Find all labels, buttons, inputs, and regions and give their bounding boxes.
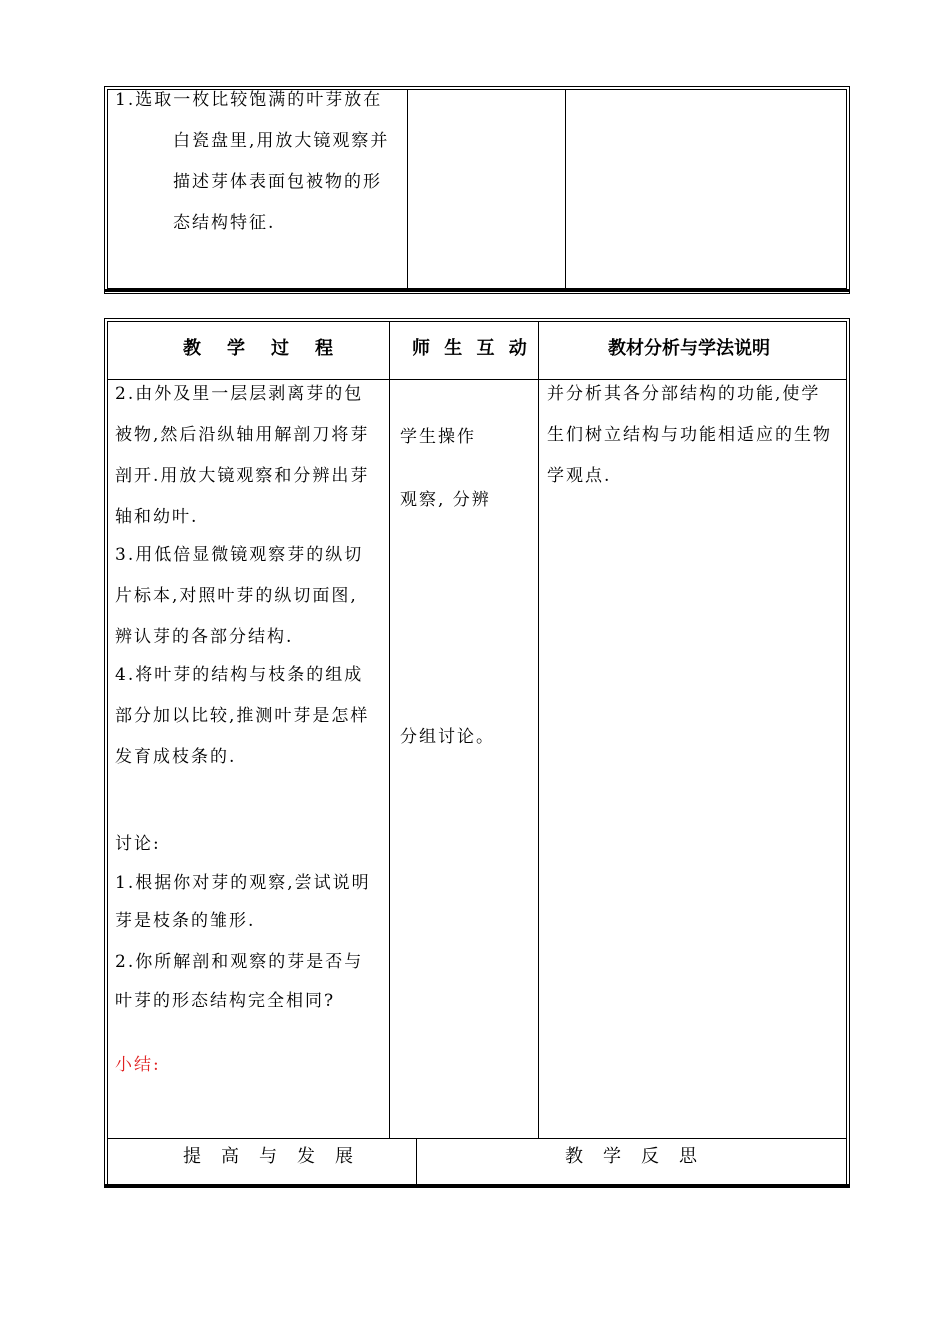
process-line: 2.由外及里一层层剥离芽的包: [115, 384, 364, 404]
main-col-divider-1: [389, 321, 390, 1139]
process-line: 3.用低倍显微镜观察芽的纵切: [115, 545, 364, 565]
summary-label: 小结:: [115, 1055, 161, 1075]
main-col-divider-2: [538, 321, 539, 1139]
interaction-line: 分组讨论。: [400, 727, 495, 747]
footer-reflection: 教 学 反 思: [565, 1146, 698, 1167]
process-line: 叶芽的形态结构完全相同?: [115, 991, 336, 1011]
process-line: 发育成枝条的.: [115, 747, 237, 767]
top-table-bottom-thick: [104, 289, 850, 292]
top-col-divider-2: [565, 89, 566, 289]
process-line: 片标本,对照叶芽的纵切面图,: [115, 586, 358, 606]
process-line: 4.将叶芽的结构与枝条的组成: [115, 665, 364, 685]
header-interaction: 师 生 互 动: [412, 338, 531, 359]
process-line: 1.根据你对芽的观察,尝试说明: [115, 873, 371, 893]
footer-separator: [107, 1138, 847, 1139]
main-table-bottom-thick: [104, 1184, 850, 1187]
header-analysis: 教材分析与学法说明: [608, 338, 770, 359]
analysis-line: 学观点.: [547, 466, 612, 486]
top-cell-line-2: 白瓷盘里,用放大镜观察并: [173, 131, 390, 151]
process-line: 2.你所解剖和观察的芽是否与: [115, 952, 364, 972]
process-line: 辨认芽的各部分结构.: [115, 627, 294, 647]
process-line: 被物,然后沿纵轴用解剖刀将芽: [115, 425, 370, 445]
process-line: 剖开.用放大镜观察和分辨出芽: [115, 466, 370, 486]
top-cell-line-3: 描述芽体表面包被物的形: [173, 172, 382, 192]
top-cell-line-1: 1.选取一枚比较饱满的叶芽放在: [115, 90, 383, 110]
top-col-divider-1: [407, 89, 408, 289]
process-line: 芽是枝条的雏形.: [115, 911, 256, 931]
interaction-line: 学生操作: [400, 427, 476, 447]
process-line: 部分加以比较,推测叶芽是怎样: [115, 706, 370, 726]
top-cell-line-4: 态结构特征.: [173, 213, 276, 233]
footer-col-divider: [416, 1138, 417, 1185]
process-line: 轴和幼叶.: [115, 507, 199, 527]
interaction-line: 观察, 分辨: [400, 490, 491, 510]
header-separator: [107, 379, 847, 380]
discussion-label: 讨论:: [115, 834, 161, 854]
header-process: 教 学 过 程: [183, 338, 337, 359]
footer-improvement: 提 高 与 发 展: [183, 1146, 354, 1167]
analysis-line: 并分析其各分部结构的功能,使学: [547, 384, 821, 404]
analysis-line: 生们树立结构与功能相适应的生物: [547, 425, 832, 445]
